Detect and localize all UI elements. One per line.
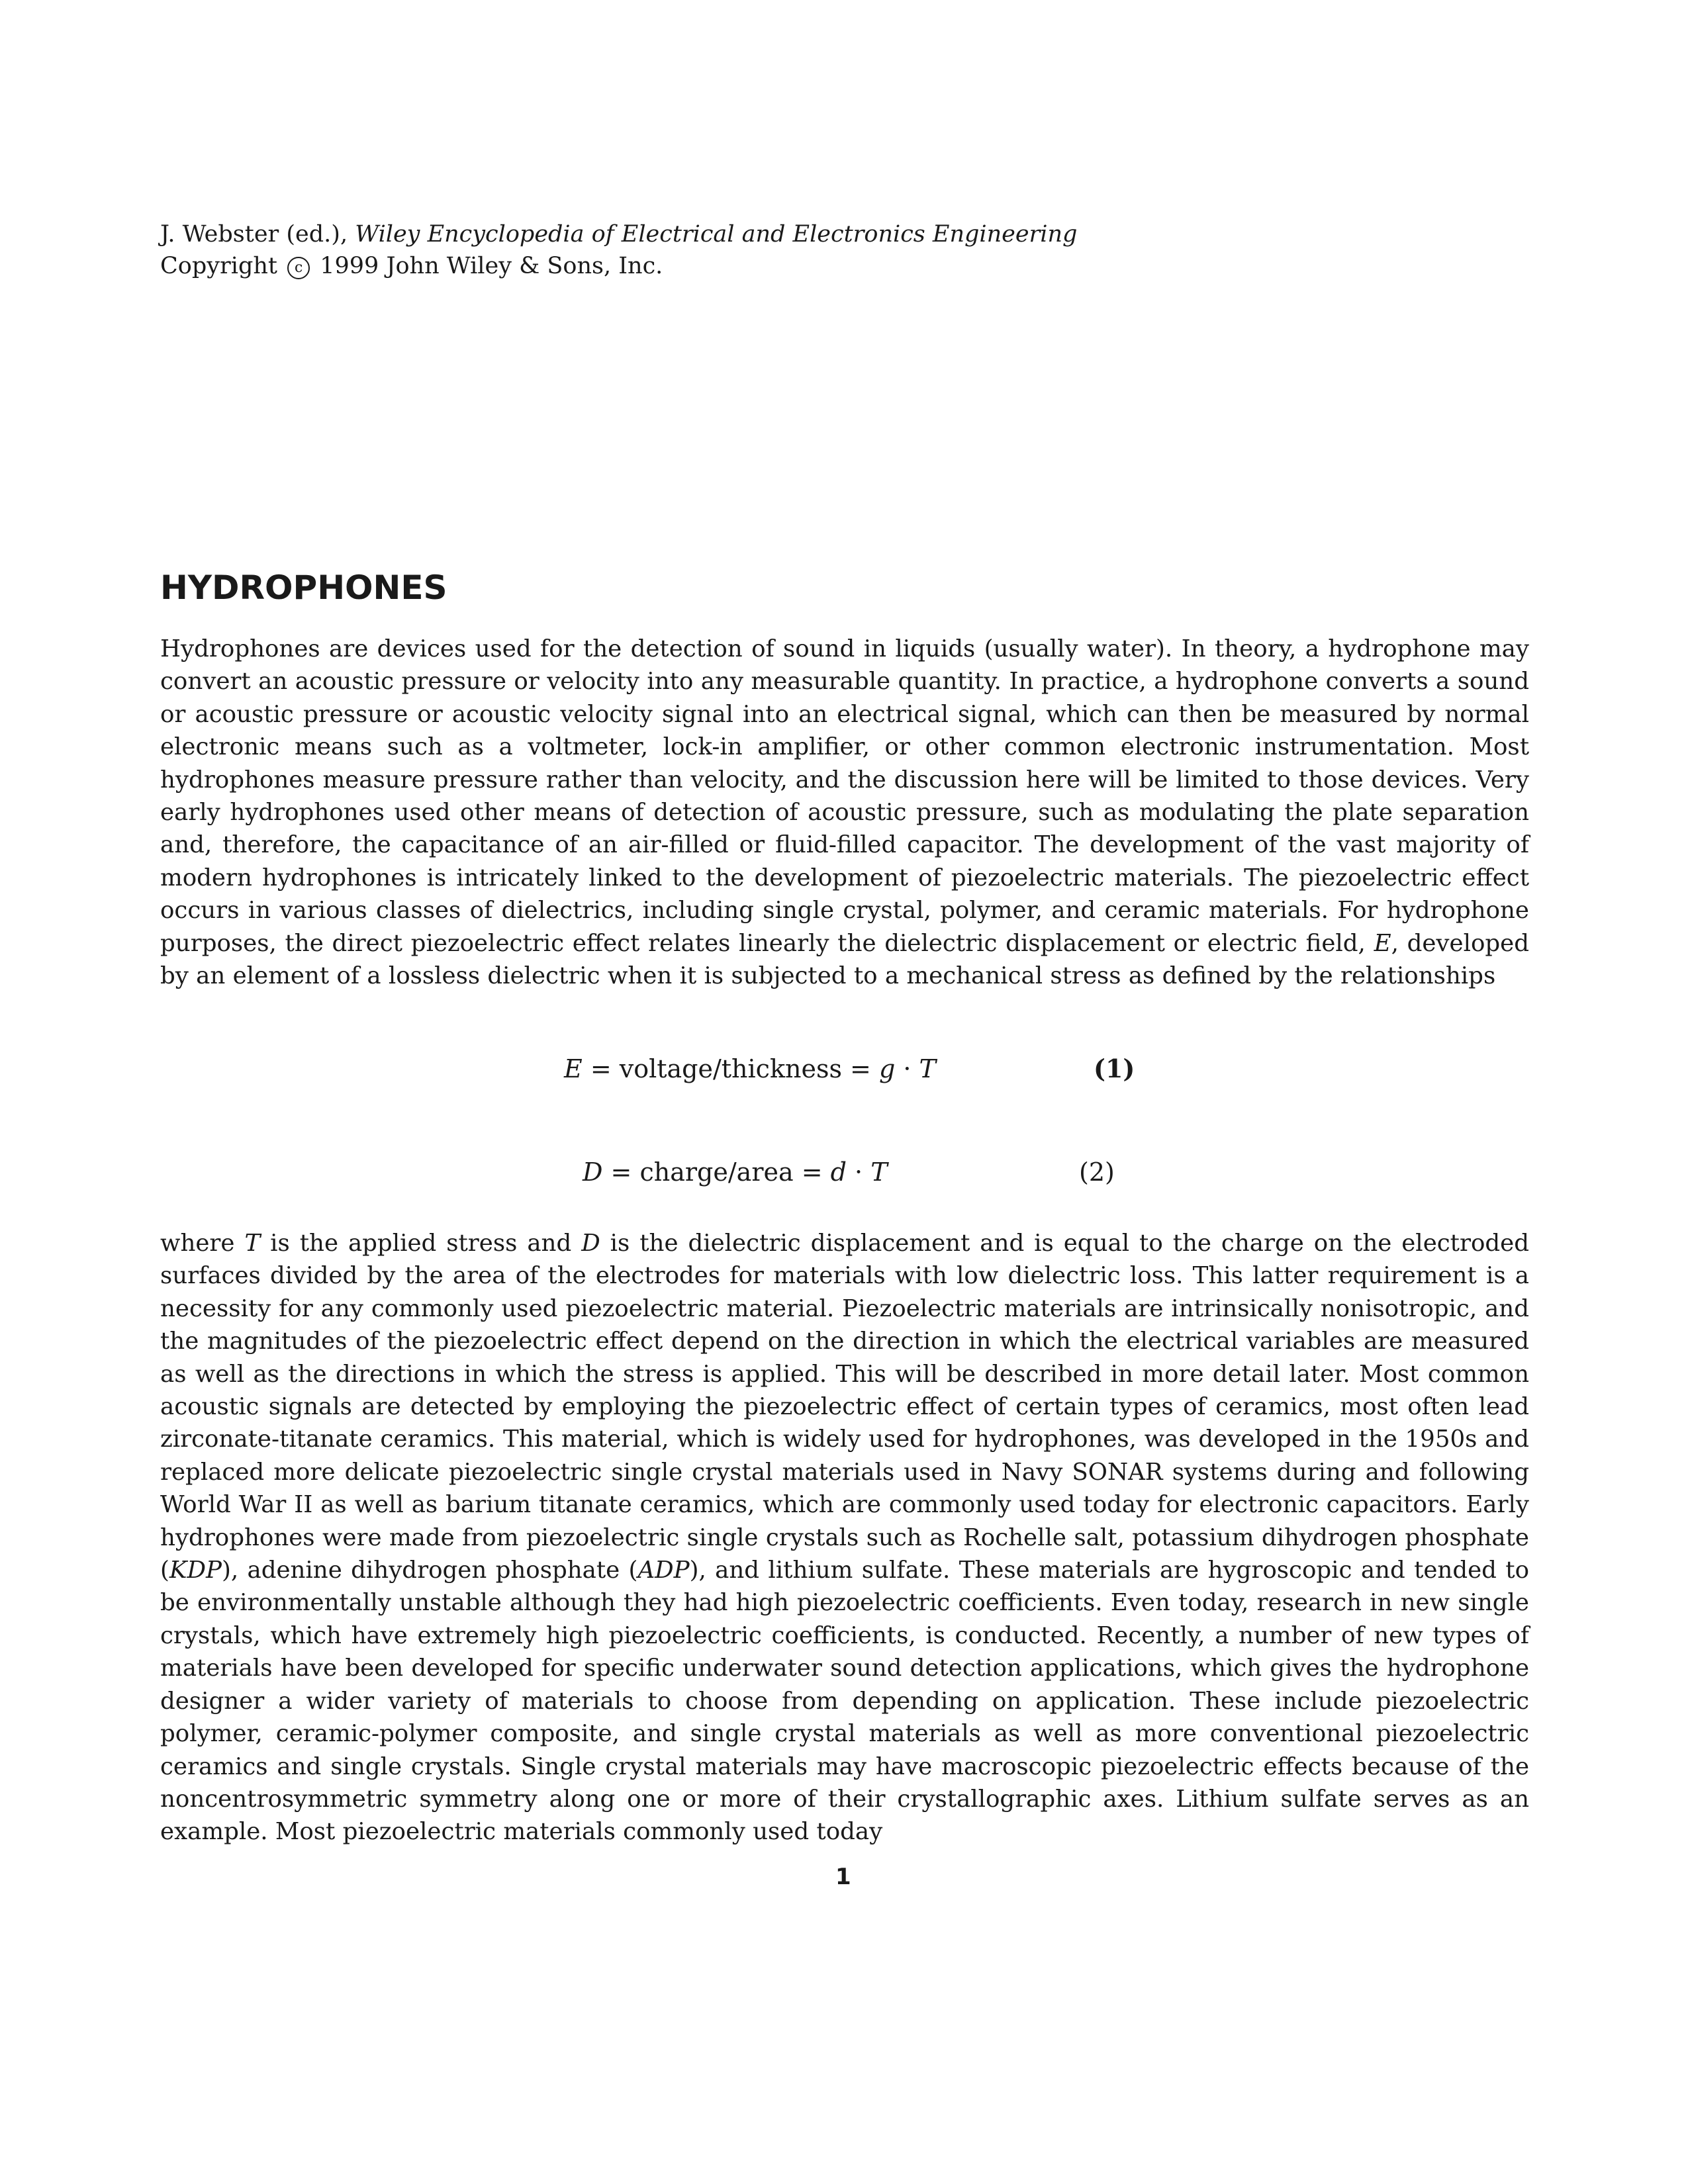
var-t: T (244, 1230, 261, 1257)
eq2-lhs: D (583, 1158, 603, 1187)
var-e: E (1374, 929, 1391, 957)
eq1-coef: g (878, 1054, 896, 1083)
copyright-prefix: Copyright (160, 253, 277, 279)
intro-text-1: Hydrophones are devices used for the detection of sound in liquids (usually water). In theory, a hydrophone may convert an acoustic pressure or velocity into any measurable quantity. In practice, a hydrophone converts a sound or acoustic pressure or acoustic velocity signal into an electrical signal, which can then be measured by normal electronic means such as a voltmeter, lock-in amplifier, or other common electronic instrumentation. Most hydrophones measure pressure rather than velocity, and the discussion here will be limited to those devices. Very early hydrophones used other means of detection of acoustic pressure, such as modulating the plate separation and, therefore, the capacitance of an air-filled or fluid-filled capacitor. The development of the vast majority of modern hydrophones is intricately linked to the development of piezoelectric materials. The piezoelectric effect occurs in various classes of dielectrics, including single crystal, polymer, and ceramic materials. For hydrophone purposes, the direct piezoelectric effect relates linearly the dielectric displacement or electric field, (160, 635, 1529, 957)
publication-title: Wiley Encyclopedia of Electrical and Electronics Engineering (355, 221, 1078, 248)
intro-text-2: , developed by an element of a lossless dielectric when it is subjected to a mechanical stress as defined by the relationships (160, 929, 1529, 990)
eq1-dot: · (895, 1054, 919, 1083)
intro-paragraph (160, 633, 1529, 992)
equation-2 (583, 1156, 888, 1189)
body-text-2: is the applied stress and (270, 1230, 572, 1257)
body-text-4: ), adenine dihydrogen phosphate ( (221, 1557, 638, 1584)
eq1-lhs: E (564, 1054, 583, 1083)
equation-2-number: (2) (1079, 1158, 1115, 1187)
eq1-middle: = voltage/thickness = (582, 1054, 879, 1083)
eq2-coef: d (830, 1158, 847, 1187)
body-paragraph (160, 1227, 1529, 1848)
var-d: D (581, 1230, 600, 1257)
copyright-suffix: 1999 John Wiley & Sons, Inc. (320, 253, 663, 279)
body-text-5: ), and lithium sulfate. These materials are hygroscopic and tended to be environmentally unstable although they had high piezoelectric coefficients. Even today, research in new single crystals, which have extremely high piezoelectric coefficients, is conducted. Recently, a number of new types of materials have been developed for specific underwater sound detection applications, which gives the hydrophone designer a wider variety of materials to choose from depending on application. These include piezoelectric polymer, ceramic-polymer composite, and single crystal materials as well as more conventional piezoelectric ceramics and single crystals. Single crystal materials may have macroscopic piezoelectric effects because of the noncentrosymmetric symmetry along one or more of their crystallographic axes. Lithium sulfate serves as an example. Most piezoelectric materials commonly used today (160, 1557, 1530, 1846)
equation-1-number: (1) (1094, 1054, 1135, 1083)
abbr-kdp: KDP (169, 1557, 222, 1584)
eq2-dot: · (846, 1158, 871, 1187)
editor-text: J. Webster (ed.), (160, 221, 348, 248)
eq1-var: T (919, 1054, 936, 1083)
eq2-var: T (870, 1158, 888, 1187)
abbr-adp: ADP (637, 1557, 690, 1584)
citation-header (160, 218, 1418, 282)
body-text-3: is the dielectric displacement and is equal to the charge on the electroded surfaces divided by the area of the electrodes for materials with low dielectric loss. This latter requirement is a necessity for any commonly used piezoelectric material. Piezoelectric materials are intrinsically nonisotropic, and the magnitudes of the piezoelectric effect depend on the direction in which the electrical variables are measured as well as the directions in which the stress is applied. This will be described in more detail later. Most common acoustic signals are detected by employing the piezoelectric effect of certain types of ceramics, most often lead zirconate-titanate ceramics. This material, which is widely used for hydrophones, was developed in the 1950s and replaced more delicate piezoelectric single crystal materials used in Navy SONAR systems during and following World War II as well as barium titanate ceramics, which are commonly used today for electronic capacitors. Early hydrophones were made from piezoelectric single crystals such as Rochelle salt, potassium dihydrogen phosphate ( (160, 1230, 1529, 1584)
equation-1 (564, 1052, 936, 1085)
page-number: 1 (835, 1864, 851, 1890)
article-title: HYDROPHONES (160, 569, 447, 607)
copyright-line (160, 250, 1418, 282)
citation-line (160, 218, 1418, 250)
body-text-1: where (160, 1230, 235, 1257)
copyright-icon: c (287, 257, 310, 279)
eq2-middle: = charge/area = (602, 1158, 831, 1187)
